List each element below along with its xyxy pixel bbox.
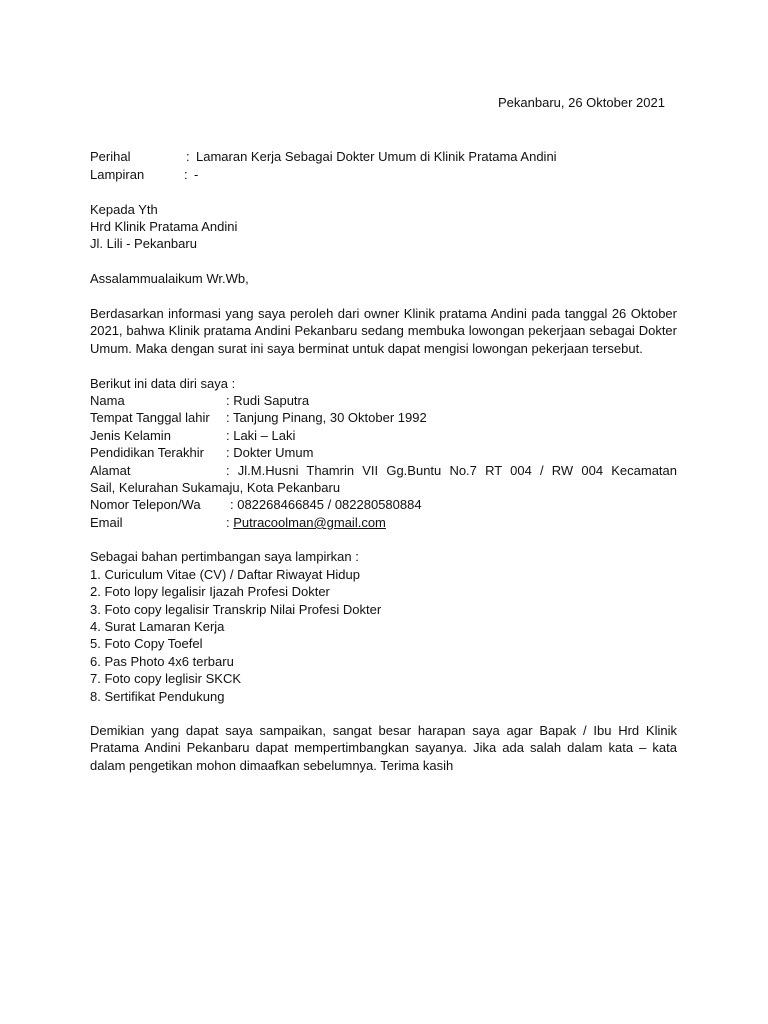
telepon-value: : 082268466845 / 082280580884 xyxy=(230,497,422,512)
data-intro: Berikut ini data diri saya : xyxy=(90,376,236,391)
attachment-item: 6. Pas Photo 4x6 terbaru xyxy=(90,654,234,669)
ttl-row xyxy=(90,409,427,426)
attachment-item: 5. Foto Copy Toefel xyxy=(90,636,203,651)
alamat-value-line-2: Sail, Kelurahan Sukamaju, Kota Pekanbaru xyxy=(90,480,341,495)
greeting: Assalammualaikum Wr.Wb, xyxy=(90,271,249,286)
ttl-value: : Tanjung Pinang, 30 Oktober 1992 xyxy=(226,410,427,425)
perihal-value: Lamaran Kerja Sebagai Dokter Umum di Klinik Pratama Andini xyxy=(196,149,557,164)
email-link[interactable]: Putracoolman@gmail.com xyxy=(233,515,386,530)
attachment-item: 7. Foto copy leglisir SKCK xyxy=(90,671,242,686)
perihal-separator: : xyxy=(186,149,190,164)
perihal-label: Perihal xyxy=(90,149,131,164)
pendidikan-row xyxy=(90,444,313,461)
telepon-row xyxy=(90,496,422,513)
jk-label: Jenis Kelamin xyxy=(90,428,171,443)
pendidikan-label: Pendidikan Terakhir xyxy=(90,445,204,460)
alamat-value-line-1: : Jl.M.Husni Thamrin VII Gg.Buntu No.7 RT 004 / RW 004 Kecamatan xyxy=(226,463,677,478)
intro-paragraph: Berdasarkan informasi yang saya peroleh dari owner Klinik pratama Andini pada tanggal 26 Oktober 2021, bahwa Klinik pratama Andini Pekanbaru sedang membuka lowongan pekerjaan sebagai Dokter Umum. Maka dengan surat ini saya berminat untuk dapat mengisi lowongan pekerjaan tersebut. xyxy=(90,306,677,356)
telepon-label: Nomor Telepon/Wa xyxy=(90,497,201,512)
letter-date: Pekanbaru, 26 Oktober 2021 xyxy=(498,95,665,110)
email-label: Email xyxy=(90,515,123,530)
jk-value: : Laki – Laki xyxy=(226,428,296,443)
perihal-row xyxy=(90,148,557,165)
attachments-intro: Sebagai bahan pertimbangan saya lampirkan : xyxy=(90,549,359,564)
recipient-line-2: Hrd Klinik Pratama Andini xyxy=(90,219,238,234)
lampiran-row xyxy=(90,166,198,183)
email-separator: : xyxy=(226,515,234,530)
lampiran-label: Lampiran xyxy=(90,167,145,182)
recipient-line-1: Kepada Yth xyxy=(90,202,158,217)
attachment-item: 4. Surat Lamaran Kerja xyxy=(90,619,225,634)
email-row xyxy=(90,514,386,531)
alamat-row xyxy=(90,462,677,479)
ttl-label: Tempat Tanggal lahir xyxy=(90,410,210,425)
lampiran-value: - xyxy=(194,167,199,182)
closing-paragraph: Demikian yang dapat saya sampaikan, sangat besar harapan saya agar Bapak / Ibu Hrd Klinik Pratama Andini Pekanbaru dapat mempertimbangkan sayanya. Jika ada salah dalam kata – kata dalam pengetikan mohon dimaafkan sebelumnya. Terima kasih xyxy=(90,723,677,773)
attachment-item: 1. Curiculum Vitae (CV) / Daftar Riwayat Hidup xyxy=(90,567,360,582)
attachment-item: 3. Foto copy legalisir Transkrip Nilai Profesi Dokter xyxy=(90,602,382,617)
lampiran-separator: : xyxy=(184,167,188,182)
jk-row xyxy=(90,427,295,444)
alamat-label: Alamat xyxy=(90,463,131,478)
nama-row xyxy=(90,392,309,409)
pendidikan-value: : Dokter Umum xyxy=(226,445,314,460)
attachment-item: 8. Sertifikat Pendukung xyxy=(90,689,225,704)
attachment-item: 2. Foto lopy legalisir Ijazah Profesi Dokter xyxy=(90,584,330,599)
nama-label: Nama xyxy=(90,393,125,408)
nama-value: : Rudi Saputra xyxy=(226,393,310,408)
recipient-line-3: Jl. Lili - Pekanbaru xyxy=(90,236,197,251)
